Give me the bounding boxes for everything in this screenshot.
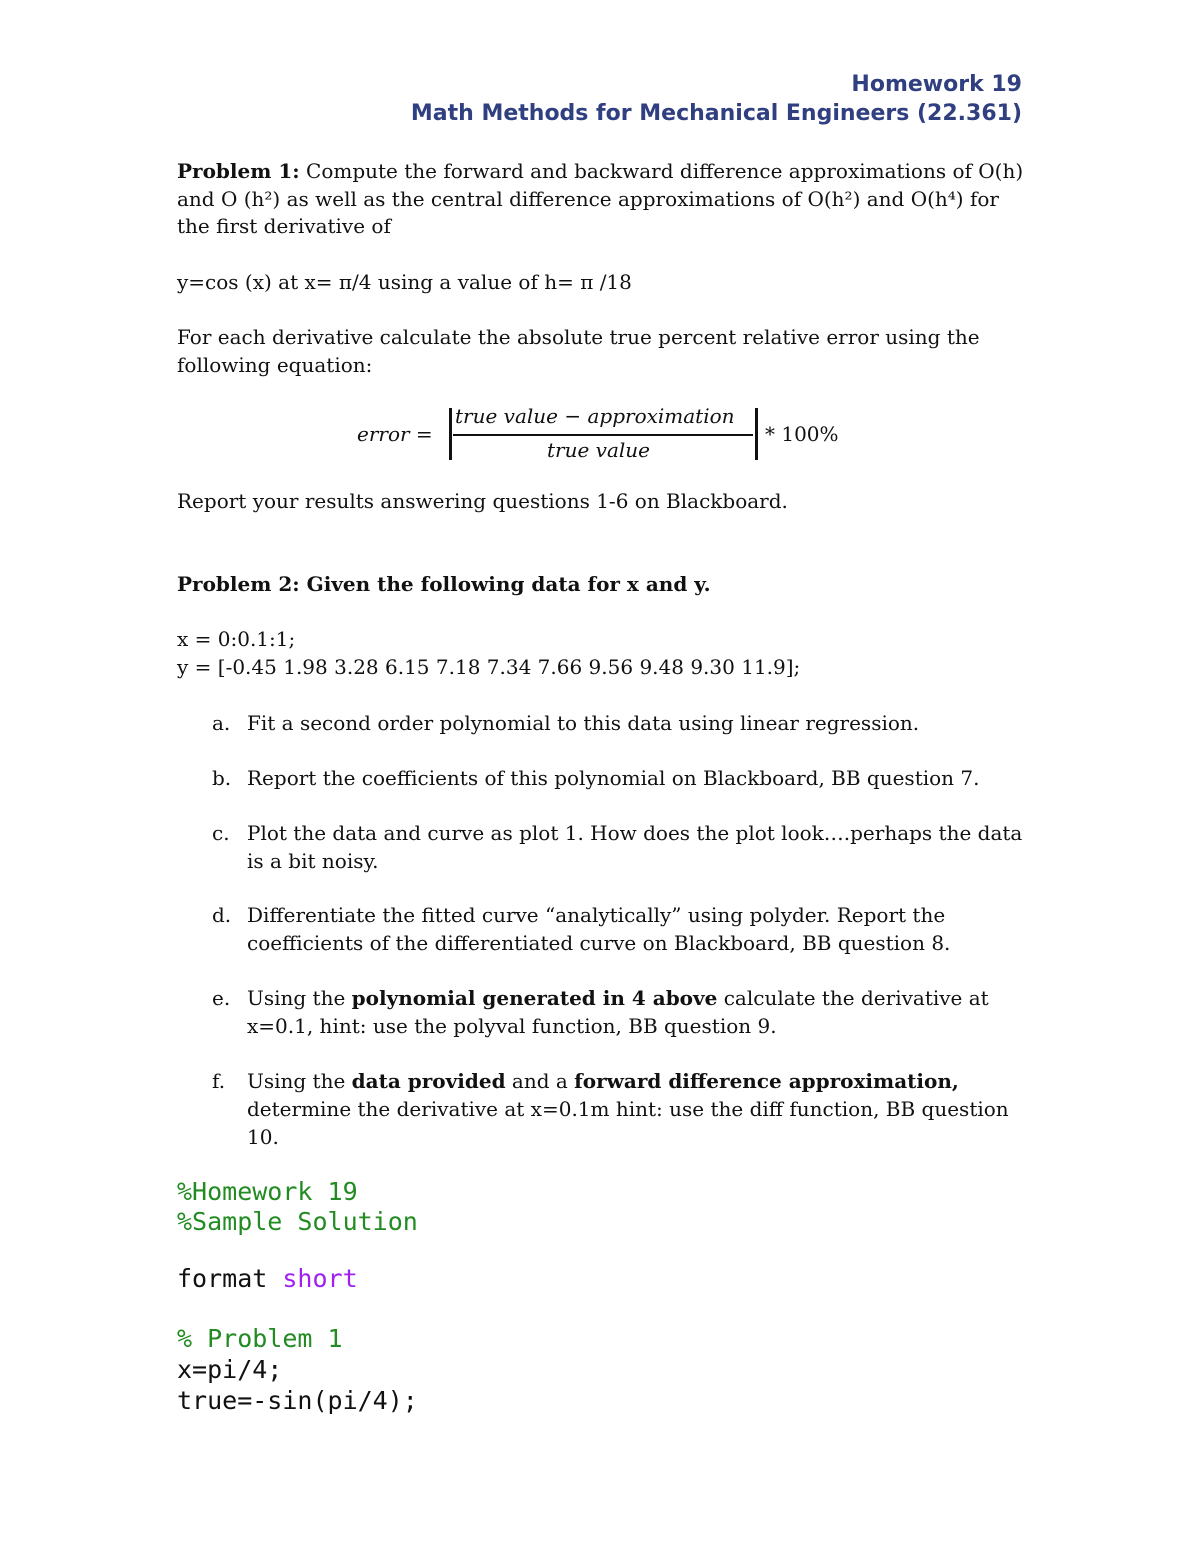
problem1-line1-text: Compute the forward and backward difference approximations of O(h) [299, 159, 1024, 183]
y-data-line: y = [-0.45 1.98 3.28 6.15 7.18 7.34 7.66 9.56 9.48 9.30 11.9]; [177, 655, 801, 679]
abs-bar-right [755, 408, 758, 460]
item-c-marker: c. [212, 821, 230, 845]
problem1-line2: and O (h²) as well as the central difference approximations of O(h²) and O(h⁴) for [177, 187, 999, 211]
course-title: Math Methods for Mechanical Engineers (22.361) [410, 101, 1022, 126]
item-f-marker: f. [212, 1069, 226, 1093]
item-c-text [247, 819, 1037, 875]
code-line-x: x=pi/4; [177, 1355, 283, 1384]
item-d-marker: d. [212, 903, 232, 927]
problem1-label: Problem 1: [177, 159, 300, 183]
item-b-body: Report the coefficients of this polynomial on Blackboard, BB question 7. [247, 766, 980, 790]
problem1-report: Report your results answering questions 1-6 on Blackboard. [177, 489, 788, 513]
problem1-line3: the first derivative of [177, 214, 391, 238]
abs-bar-left [449, 408, 452, 460]
fraction-line [453, 434, 753, 436]
item-e-bold: polynomial generated in 4 above [351, 986, 718, 1010]
formula-numerator: true value − approximation [455, 404, 735, 428]
item-f-part3: determine the derivative at x=0.1m hint: use the diff function, BB question 10. [247, 1097, 1009, 1149]
item-a-text [247, 709, 1037, 737]
x-data-line: x = 0:0.1:1; [177, 627, 296, 651]
homework-title: Homework 19 [851, 72, 1022, 97]
problem1-error-line1: For each derivative calculate the absolute true percent relative error using the [177, 325, 980, 349]
code-format-line [177, 1264, 358, 1294]
code-comment-subtitle: %Sample Solution [177, 1207, 418, 1236]
formula-denominator: true value [547, 438, 651, 462]
item-d-body: Differentiate the fitted curve “analytically” using polyder. Report the coefficients of the differentiated curve on Blackboard, BB question 8. [247, 903, 951, 955]
item-f-part1: Using the [247, 1069, 352, 1093]
code-format-keyword: format [177, 1264, 283, 1293]
item-e-part2: calculate the derivative at x=0.1, hint: use the polyval function, BB question 9. [247, 986, 989, 1038]
item-f-part2: and a [505, 1069, 575, 1093]
item-f-bold2: forward difference approximation, [574, 1069, 959, 1093]
problem1-error-line2: following equation: [177, 353, 373, 377]
item-e-marker: e. [212, 986, 231, 1010]
item-e-part1: Using the [247, 986, 352, 1010]
code-comment-title: %Homework 19 [177, 1177, 358, 1206]
problem1-line1 [177, 157, 1023, 185]
item-b-text [247, 764, 1037, 792]
item-a-body: Fit a second order polynomial to this data using linear regression. [247, 711, 920, 735]
item-a-marker: a. [212, 711, 231, 735]
item-b-marker: b. [212, 766, 232, 790]
code-comment-problem1: % Problem 1 [177, 1324, 343, 1353]
item-d-text [247, 901, 1037, 957]
code-format-arg: short [282, 1264, 358, 1293]
problem2-heading: Problem 2: Given the following data for x and y. [177, 572, 711, 596]
item-e-text [247, 984, 1037, 1040]
error-formula [357, 402, 857, 466]
problem1-function: y=cos (x) at x= π/4 using a value of h= π /18 [177, 270, 632, 294]
code-line-true: true=-sin(pi/4); [177, 1386, 418, 1415]
formula-rhs: * 100% [765, 422, 839, 446]
item-c-body: Plot the data and curve as plot 1. How does the plot look….perhaps the data is a bit noisy. [247, 821, 1023, 873]
item-f-bold1: data provided [351, 1069, 506, 1093]
formula-lhs: error = [357, 422, 433, 446]
item-f-text [247, 1067, 1037, 1151]
